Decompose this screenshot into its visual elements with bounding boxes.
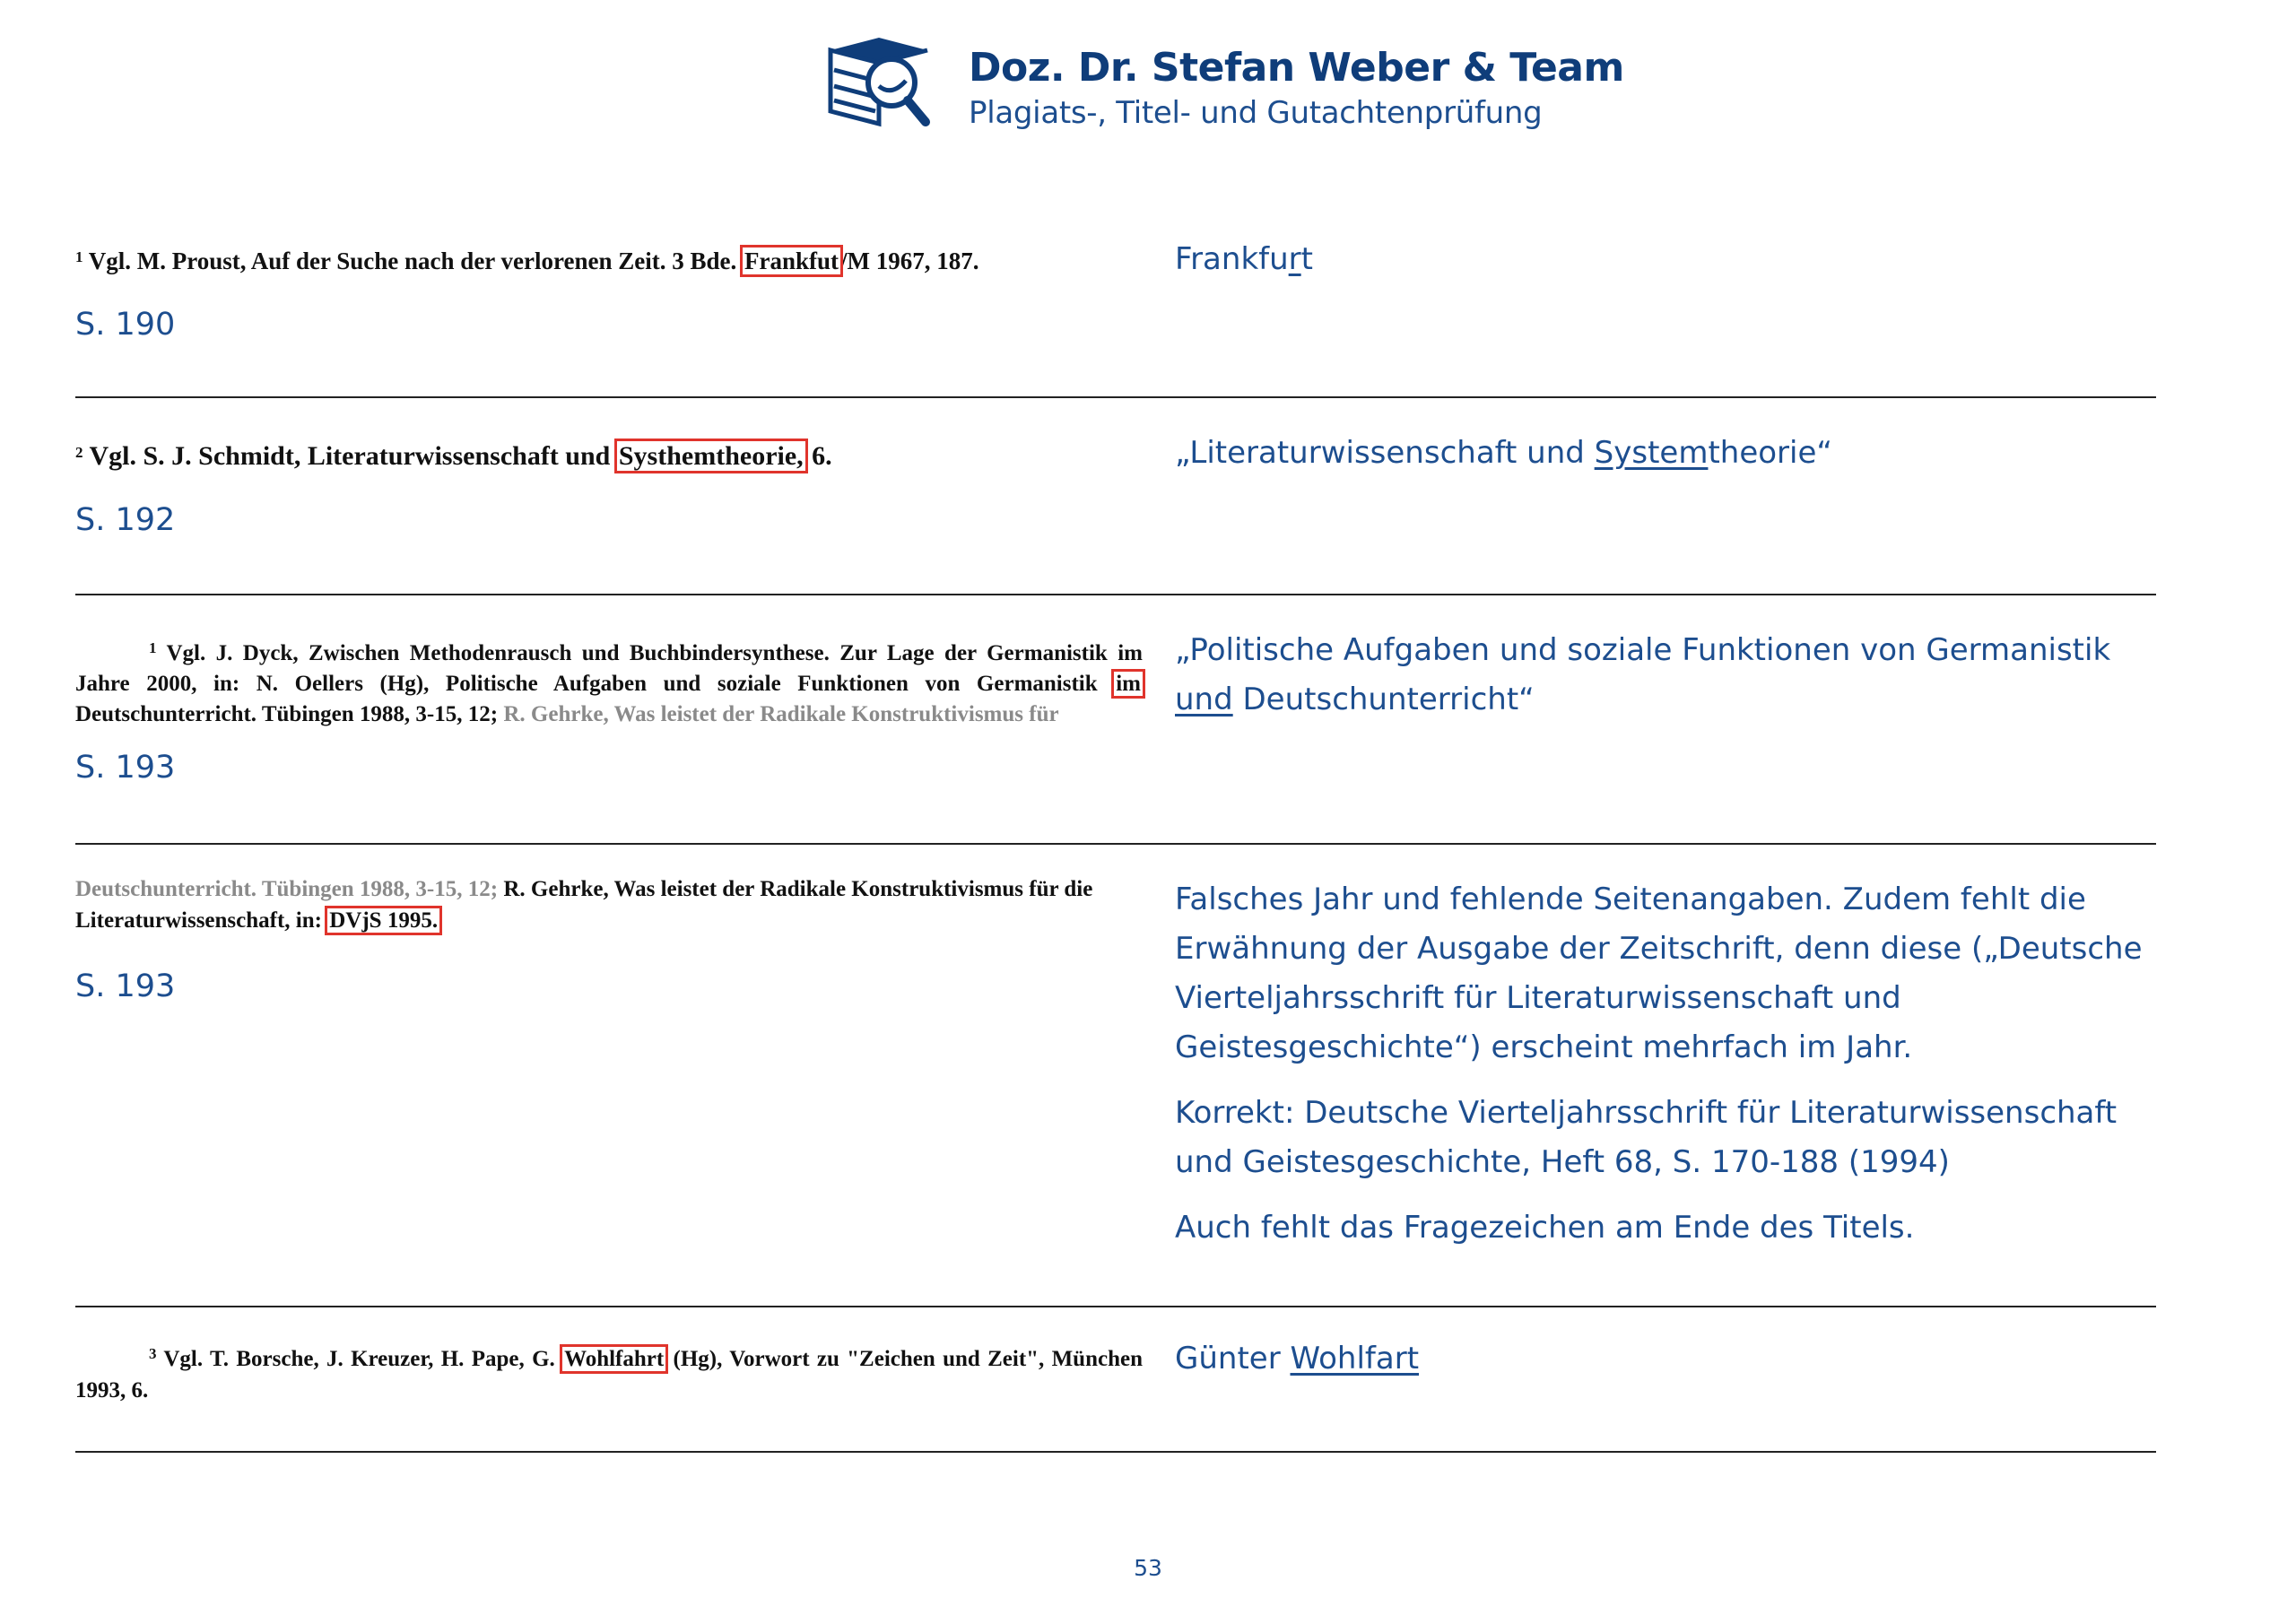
page-number: 53 xyxy=(1134,1555,1162,1581)
highlight-box: im xyxy=(1116,672,1141,696)
comment-text: Günter Wohlfart xyxy=(1175,1341,1420,1376)
scanned-footnote: $^1$ Vgl. J. Dyck, Zwischen Methodenrausch und Buchbindersynthese. Zur Lage der Germanistik im Jahre 2000, in: N. Oellers (Hg), Politische Aufgaben und soziale Funktionen von Germanistik im Deutschunterricht. Tübingen 1988, 3-15, 12; R. Gehrke, Was leistet der Radikale Konstruktivismus für xyxy=(75,639,1143,726)
brand-title: Doz. Dr. Stefan Weber & Team xyxy=(969,45,1624,91)
scanned-footnote: $^1$ Vgl. M. Proust, Auf der Suche nach der verlorenen Zeit. 3 Bde. Frankfut/M 1967, 187. xyxy=(75,248,979,274)
highlight-box: Systhemtheorie, xyxy=(618,441,804,471)
scan-cell xyxy=(75,633,1143,730)
letterhead xyxy=(825,34,1624,142)
table-row xyxy=(75,1307,2156,1453)
scanned-footnote: $^2$ Vgl. S. J. Schmidt, Literaturwissenschaft und Systhemtheorie, 6. xyxy=(75,441,832,471)
comment-text: „Politische Aufgaben und soziale Funktionen von Germanistik und Deutschunterricht“ xyxy=(1175,632,2111,717)
book-magnifier-icon xyxy=(825,34,942,133)
page-reference: S. 193 xyxy=(75,968,176,1004)
comment-cell xyxy=(1175,235,2161,300)
comment-text: Falsches Jahr und fehlende Seitenangaben. Zudem fehlt die Erwähnung der Ausgabe der Zeitschrift, denn diese („Deutsche Vierteljahrsschrift für Literaturwissenschaft und Geistesgeschichte“) erscheint mehrfach im Jahr. xyxy=(1175,881,2143,1065)
scan-cell xyxy=(75,242,1143,276)
highlight-box: Frankfut xyxy=(744,248,839,274)
comment-text: Frankfurt xyxy=(1175,241,1313,277)
scan-cell xyxy=(75,873,1143,936)
table-row xyxy=(75,845,2156,1307)
comment-cell xyxy=(1175,626,2161,741)
page-reference: S. 193 xyxy=(75,750,176,786)
highlight-box: DVjS 1995. xyxy=(329,908,439,933)
comment-cell xyxy=(1175,429,2161,494)
scanned-footnote: $^3$ Vgl. T. Borsche, J. Kreuzer, H. Pape, G. Wohlfahrt (Hg), Vorwort zu "Zeichen und Zeit", München 1993, 6. xyxy=(75,1345,1143,1403)
highlight-box: Wohlfahrt xyxy=(564,1347,665,1371)
page-reference: S. 192 xyxy=(75,502,176,538)
comment-cell xyxy=(1175,1334,2161,1400)
comment-text: Auch fehlt das Fragezeichen am Ende des Titels. xyxy=(1175,1210,1915,1246)
brand-subtitle: Plagiats-, Titel- und Gutachtenprüfung xyxy=(969,95,1543,131)
scan-cell xyxy=(75,1338,1143,1406)
page-reference: S. 190 xyxy=(75,307,176,343)
comment-text: Korrekt: Deutsche Vierteljahrsschrift für Literaturwissenschaft und Geistesgeschichte, Heft 68, S. 170-188 (1994) xyxy=(1175,1095,2118,1180)
table-row xyxy=(75,217,2156,398)
scan-cell xyxy=(75,438,1143,471)
citation-table xyxy=(75,217,2156,1453)
table-row xyxy=(75,595,2156,845)
comment-text: „Literaturwissenschaft und Systemtheorie“ xyxy=(1175,435,1833,471)
table-row xyxy=(75,398,2156,595)
scanned-footnote: Deutschunterricht. Tübingen 1988, 3-15, 12; R. Gehrke, Was leistet der Radikale Konstruktivismus für die Literaturwissenschaft, in: DVjS 1995. xyxy=(75,877,1093,933)
comment-cell xyxy=(1175,875,2161,1269)
